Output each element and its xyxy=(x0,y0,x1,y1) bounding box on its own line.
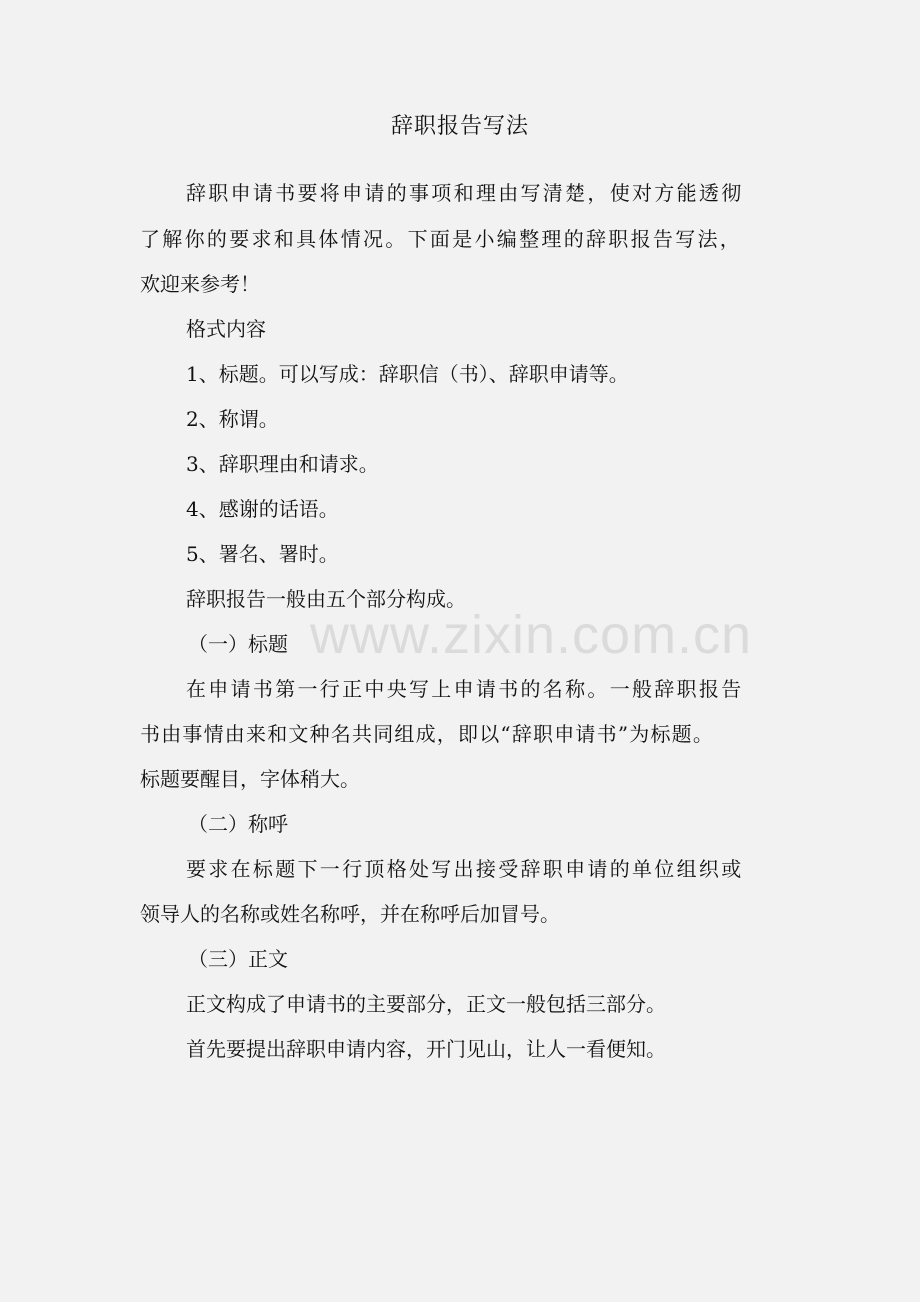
document-title: 辞职报告写法 xyxy=(390,114,529,139)
watermark: www.zixin.com.cn xyxy=(310,605,753,665)
section-2-line-2: 领导人的名称或姓名称呼，并在称呼后加冒号。 xyxy=(140,902,560,926)
format-item-4: 4、感谢的话语。 xyxy=(186,497,339,521)
section-1-line-2: 书由事情由来和文种名共同组成，即以“辞职申请书”为标题。 xyxy=(140,722,715,746)
section-3-line-1: 正文构成了申请书的主要部分，正文一般包括三部分。 xyxy=(186,992,666,1016)
format-item-2: 2、称谓。 xyxy=(186,407,279,431)
section-3-heading: （三）正文 xyxy=(188,947,288,971)
parts-summary: 辞职报告一般由五个部分构成。 xyxy=(186,587,466,611)
section-1-line-3: 标题要醒目，字体稍大。 xyxy=(140,767,360,791)
format-item-5: 5、署名、署时。 xyxy=(186,542,339,566)
section-1-heading: （一）标题 xyxy=(188,632,288,656)
format-item-3: 3、辞职理由和请求。 xyxy=(186,452,379,476)
intro-line-2: 了解你的要求和具体情况。下面是小编整理的辞职报告写法， xyxy=(140,227,743,251)
intro-line-3: 欢迎来参考！ xyxy=(140,272,260,296)
section-3-line-2: 首先要提出辞职申请内容，开门见山，让人一看便知。 xyxy=(186,1037,666,1061)
intro-line-1: 辞职申请书要将申请的事项和理由写清楚，使对方能透彻 xyxy=(186,181,744,205)
format-heading: 格式内容 xyxy=(186,317,266,341)
format-item-1: 1、标题。可以写成：辞职信（书）、辞职申请等。 xyxy=(186,362,629,386)
section-2-heading: （二）称呼 xyxy=(188,812,288,836)
section-2-line-1: 要求在标题下一行顶格处写出接受辞职申请的单位组织或 xyxy=(186,857,744,881)
section-1-line-1: 在申请书第一行正中央写上申请书的名称。一般辞职报告 xyxy=(186,677,744,701)
